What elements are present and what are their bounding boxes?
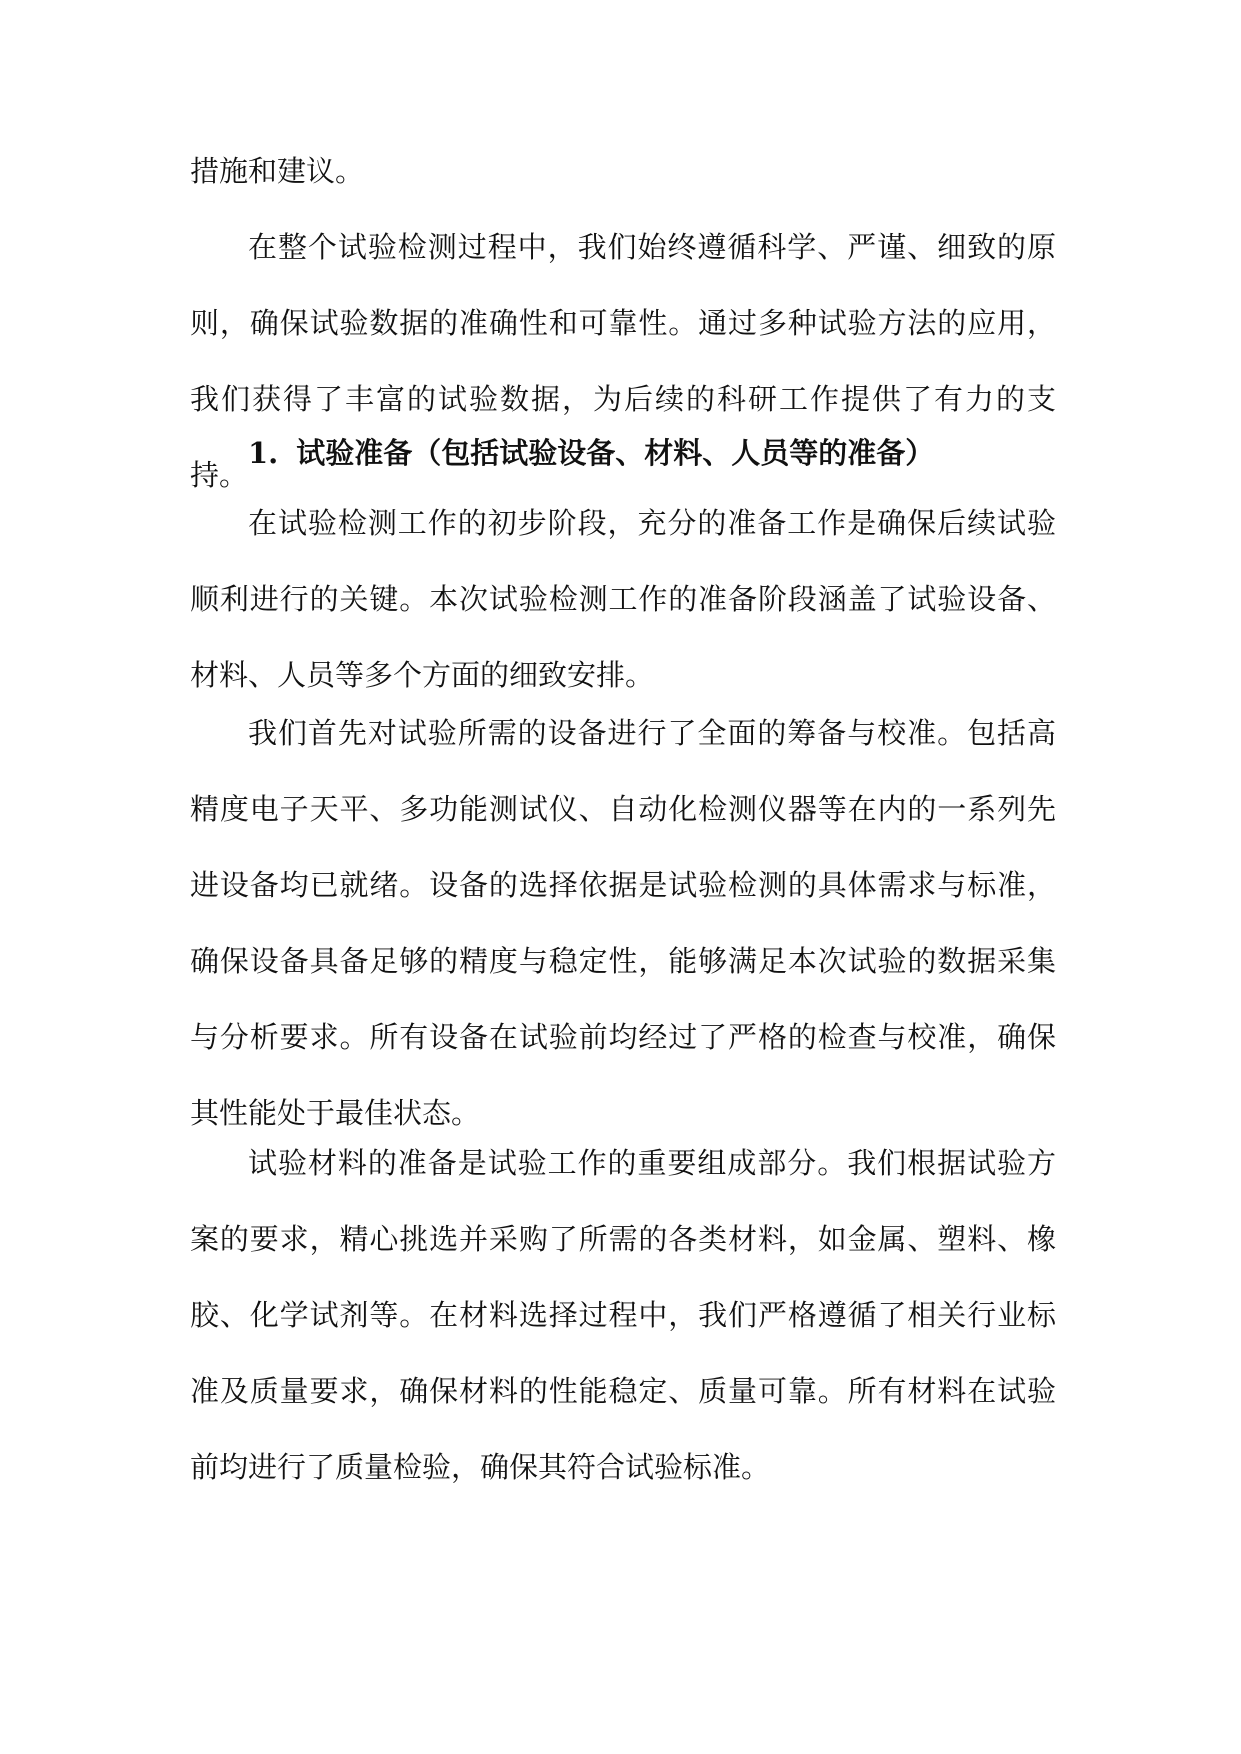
section-title: 试验准备（包括试验设备、材料、人员等的准备） [296,436,935,470]
paragraph-materials: 试验材料的准备是试验工作的重要组成部分。我们根据试验方案的要求，精心挑选并采购了所需的各类材料，如金属、塑料、橡胶、化学试剂等。在材料选择过程中，我们严格遵循了相关行业标准及质量要求，确保材料的性能稳定、质量可靠。所有材料在试验前均进行了质量检验，确保其符合试验标准。 [190,1146,1056,1484]
paragraph-testing-process: 在整个试验检测过程中，我们始终遵循科学、严谨、细致的原则，确保试验数据的准确性和可靠性。通过多种试验方法的应用，我们获得了丰富的试验数据，为后续的科研工作提供了有力的支持。 [190,230,1056,492]
section-number: 1. [248,436,279,470]
continuation-text: 措施和建议。 [190,154,365,188]
paragraph-preparation-overview: 在试验检测工作的初步阶段，充分的准备工作是确保后续试验顺利进行的关键。本次试验检测工作的准备阶段涵盖了试验设备、材料、人员等多个方面的细致安排。 [190,506,1056,692]
section-heading [248,415,1068,491]
paragraph-equipment: 我们首先对试验所需的设备进行了全面的筹备与校准。包括高精度电子天平、多功能测试仪、自动化检测仪器等在内的一系列先进设备均已就绪。设备的选择依据是试验检测的具体需求与标准，确保设备具备足够的精度与稳定性，能够满足本次试验的数据采集与分析要求。所有设备在试验前均经过了严格的检查与校准，确保其性能处于最佳状态。 [190,716,1056,1130]
